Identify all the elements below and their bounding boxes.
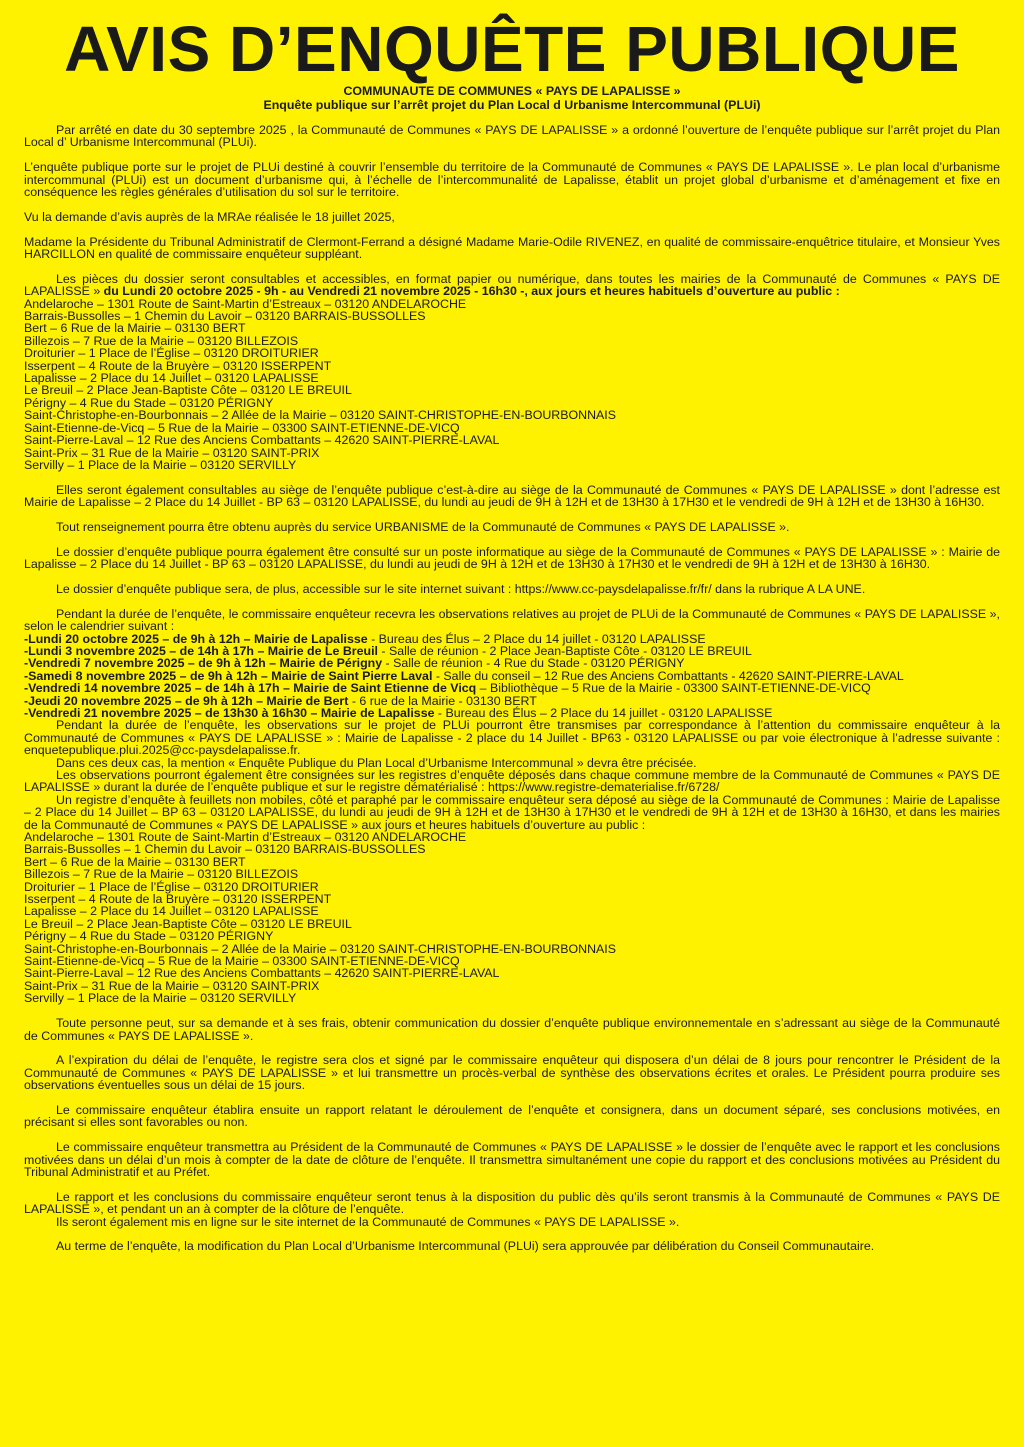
subtitle-line-2: Enquête publique sur l’arrêt projet du Plan Local d Urbanisme Intercommunal (PLUi) [263, 98, 761, 112]
list-item: Le Breuil – 2 Place Jean-Baptiste Côte – 03120 LE BREUIL [24, 383, 352, 398]
paragraph-poste-informatique: Le dossier d’enquête publique pourra également être consulté sur un poste informatique au siège de la Communauté de Communes « PAYS DE LAPALISSE » : Mairie de Lapalisse – 2 Place du 14 Juillet - BP 63 – 03120 LAPALISSE, du lundi au jeudi de 9H à 12H et de 13H30 à 17H30 et le vendredi de 9H à 12H et de 13H30 à 16H30. [24, 544, 1000, 572]
permanence-date: -Jeudi 20 novembre 2025 – de 9h à 12h – Mairie de Bert [24, 693, 349, 708]
list-item: Isserpent – 4 Route de la Bruyère – 03120 ISSERPENT [24, 892, 332, 907]
list-item: Saint-Etienne-de-Vicq – 5 Rue de la Mairie – 03300 SAINT-ETIENNE-DE-VICQ [24, 420, 460, 435]
permanence-date: -Vendredi 21 novembre 2025 – de 13h30 à 16h30 – Mairie de Lapalisse [24, 705, 435, 720]
paragraph-rapport: Le commissaire enquêteur établira ensuite un rapport relatant le déroulement de l’enquête et consignera, dans un document séparé, ses conclusions motivées, en précisant si elles sont favorables ou non. [24, 1102, 1000, 1130]
permanence-place: - Bureau des Élus – 2 Place du 14 juillet - 03120 LAPALISSE [367, 631, 706, 646]
permanence-place: – Bibliothèque – 5 Rue de la Mairie - 03300 SAINT-ETIENNE-DE-VICQ [476, 681, 871, 696]
paragraph-correspondance: Pendant la durée de l’enquête, les observations sur le projet de PLUi pourront être transmises par correspondance à l’attention du commissaire enquêteur à la Communauté de Communes « PAYS DE LAPALISSE » : Mairie de Lapalisse - 2 place du 14 Juillet - BP63 - 03120 LAPALISSE ou par voie électronique à l’adresse suivante : enquetepublique.plui.2025@cc-paysdelapalisse.fr. [24, 718, 1000, 758]
paragraph-communication: Toute personne peut, sur sa demande et à ses frais, obtenir communication du dossier d’enquête publique environnementale en s’adressant au siège de la Communauté de Communes « PAYS DE LAPALISSE ». [24, 1016, 1000, 1043]
consultation-text: Les pièces du dossier seront consultables et accessibles, en format papier ou numérique, dans toutes les mairies de la Communauté de Communes « PAYS DE LAPALISSE » [24, 271, 1000, 299]
list-item: Droiturier – 1 Place de l’Église – 03120 DROITURIER [24, 879, 319, 894]
list-item: Lapalisse – 2 Place du 14 Juillet – 03120 LAPALISSE [24, 371, 319, 386]
list-item: Périgny – 4 Rue du Stade – 03120 PÉRIGNY [24, 929, 274, 944]
list-item: Servilly – 1 Place de la Mairie – 03120 SERVILLY [24, 457, 297, 472]
permanence-date: -Vendredi 7 novembre 2025 – de 9h à 12h – Mairie de Périgny [24, 656, 383, 671]
paragraph-objet: L’enquête publique porte sur le projet de PLUi destiné à couvrir l’ensemble du territoire de la Communauté de Communes « PAYS DE LAPALISSE ». Le plan local d’urbanisme intercommunal (PLUi) est un document d’urbanisme qui, à l’échelle de l’intercommunalité de Lapalisse, établit un projet global d’urbanisme et d’aménagement et fixe en conséquence les règles générales d’utilisation du sol sur le territoire. [24, 160, 1000, 200]
list-item: Saint-Prix – 31 Rue de la Mairie – 03120 SAINT-PRIX [24, 445, 320, 460]
paragraph-calendrier: Pendant la durée de l’enquête, le commissaire enquêteur recevra les observations relatives au projet de PLUi de la Communauté de Communes « PAYS DE LAPALISSE », selon le calendrier suivant : [24, 606, 1000, 634]
paragraph-renseignement: Tout renseignement pourra être obtenu auprès du service URBANISME de la Communauté de Communes « PAYS DE LAPALISSE ». [56, 519, 790, 534]
list-item: Billezois – 7 Rue de la Mairie – 03120 BILLEZOIS [24, 867, 299, 882]
notice-title: AVIS D’ENQUÊTE PUBLIQUE [64, 13, 960, 85]
consultation-dates: du Lundi 20 octobre 2025 - 9h - au Vendredi 21 novembre 2025 - 16h30 -, aux jours et heures habituels d’ouverture au public : [100, 284, 840, 299]
list-item: Saint-Christophe-en-Bourbonnais – 2 Allée de la Mairie – 03120 SAINT-CHRISTOPHE-EN-BOURBONNAIS [24, 408, 617, 423]
list-item: Saint-Etienne-de-Vicq – 5 Rue de la Mairie – 03300 SAINT-ETIENNE-DE-VICQ [24, 954, 460, 969]
permanence-place: - Salle du conseil – 12 Rue des Anciens Combattants - 42620 SAINT-PIERRE-LAVAL [432, 668, 904, 683]
list-item: Périgny – 4 Rue du Stade – 03120 PÉRIGNY [24, 395, 274, 410]
permanence-date: -Lundi 20 octobre 2025 – de 9h à 12h – Mairie de Lapalisse [24, 631, 368, 646]
list-item: Andelaroche – 1301 Route de Saint-Martin d’Estreaux – 03120 ANDELAROCHE [24, 830, 467, 845]
paragraph-approbation: Au terme de l’enquête, la modification du Plan Local d’Urbanisme Intercommunal (PLUi) sera approuvée par délibération du Conseil Communautaire. [56, 1239, 875, 1254]
subtitle-line-1: COMMUNAUTE DE COMMUNES « PAYS DE LAPALISSE » [343, 84, 681, 98]
list-item: Andelaroche – 1301 Route de Saint-Martin d’Estreaux – 03120 ANDELAROCHE [24, 296, 467, 311]
paragraph-siege: Elles seront également consultables au siège de l’enquête publique c’est-à-dire au siège de la Communauté de Communes « PAYS DE LAPALISSE » dont l’adresse est Mairie de Lapalisse – 2 Place du 14 Juillet - BP 63 – 03120 LAPALISSE, du lundi au jeudi de 9H à 12H et de 13H30 à 17H30 et le vendredi de 9H à 12H et de 13H30 à 16H30. [24, 482, 1000, 510]
paragraph-en-ligne: Ils seront également mis en ligne sur le site internet de la Communauté de Communes « PAYS DE LAPALISSE ». [56, 1214, 680, 1229]
list-item: Saint-Pierre-Laval – 12 Rue des Anciens Combattants – 42620 SAINT-PIERRE-LAVAL [24, 966, 500, 981]
paragraph-commissaire: Madame la Présidente du Tribunal Administratif de Clermont-Ferrand a désigné Madame Marie-Odile RIVENEZ, en qualité de commissaire-enquêtrice titulaire, et Monsieur Yves HARCILLON en qualité de commissaire enquêteur suppléant. [24, 234, 1000, 262]
list-item: Barrais-Bussolles – 1 Chemin du Lavoir – 03120 BARRAIS-BUSSOLLES [24, 309, 426, 324]
mairies-list-registres [24, 831, 1000, 1005]
mairies-list [24, 298, 1000, 472]
list-item: Droiturier – 1 Place de l’Église – 03120 DROITURIER [24, 346, 319, 361]
paragraph-mrae: Vu la demande d’avis auprès de la MRAe réalisée le 18 juillet 2025, [24, 209, 395, 224]
list-item: Servilly – 1 Place de la Mairie – 03120 SERVILLY [24, 991, 297, 1006]
notice-body [24, 124, 1000, 1253]
list-item: Le Breuil – 2 Place Jean-Baptiste Côte – 03120 LE BREUIL [24, 916, 352, 931]
list-item: Lapalisse – 2 Place du 14 Juillet – 03120 LAPALISSE [24, 904, 319, 919]
list-item: Saint-Prix – 31 Rue de la Mairie – 03120 SAINT-PRIX [24, 978, 320, 993]
list-item: Saint-Pierre-Laval – 12 Rue des Anciens Combattants – 42620 SAINT-PIERRE-LAVAL [24, 433, 500, 448]
permanence-place: - Salle de réunion - 2 Place Jean-Baptiste Côte - 03120 LE BREUIL [377, 643, 752, 658]
paragraph-site-internet: Le dossier d’enquête publique sera, de plus, accessible sur le site internet suivant : https://www.cc-paysdelapalisse.fr/fr/ dans la rubrique A LA UNE. [56, 581, 866, 596]
paragraph-disposition: Le rapport et les conclusions du commissaire enquêteur seront tenus à la disposition du public dès qu’ils seront transmis à la Communauté de Communes « PAYS DE LAPALISSE », et pendant un an à compter de la clôture de l’enquête. [24, 1189, 1000, 1217]
list-item: Barrais-Bussolles – 1 Chemin du Lavoir – 03120 BARRAIS-BUSSOLLES [24, 842, 426, 857]
permanence-date: -Vendredi 14 novembre 2025 – de 14h à 17h – Mairie de Saint Etienne de Vicq [24, 681, 477, 696]
permanence-place: - Bureau des Élus – 2 Place du 14 juillet - 03120 LAPALISSE [434, 705, 773, 720]
paragraph-expiration: A l’expiration du délai de l’enquête, le registre sera clos et signé par le commissaire enquêteur qui disposera d’un délai de 8 jours pour rencontrer le Président de la Communauté de Communes « PAYS DE LAPALISSE » et lui transmettre un procès-verbal de synthèse des observations écrites et orales. Le Président pourra produire ses observations éventuelles sous un délai de 15 jours. [24, 1053, 1000, 1093]
paragraph-arrete: Par arrêté en date du 30 septembre 2025 , la Communauté de Communes « PAYS DE LAPALISSE » a ordonné l’ouverture de l’enquête publique sur l’arrêt projet du Plan Local d’ Urbanisme Intercommunal (PLUi). [24, 123, 1000, 150]
permanence-date: -Samedi 8 novembre 2025 – de 9h à 12h – Mairie de Saint Pierre Laval [24, 668, 433, 683]
paragraph-consultation [24, 273, 1000, 298]
paragraph-mention: Dans ces deux cas, la mention « Enquête Publique du Plan Local d’Urbanisme Intercommunal » devra être précisée. [56, 755, 697, 770]
permanence-date: -Lundi 3 novembre 2025 – de 14h à 17h – Mairie de Le Breuil [24, 643, 378, 658]
paragraph-transmission: Le commissaire enquêteur transmettra au Président de la Communauté de Communes « PAYS DE LAPALISSE » le dossier de l’enquête avec le rapport et les conclusions motivées dans un délai d’un mois à compter de la date de clôture de l’enquête. Il transmettra simultanément une copie du rapport et des conclusions motivées au Président du Tribunal Administratif et au Préfet. [24, 1140, 1000, 1179]
list-item: Billezois – 7 Rue de la Mairie – 03120 BILLEZOIS [24, 333, 299, 348]
permanences-list [24, 633, 1000, 720]
list-item: Isserpent – 4 Route de la Bruyère – 03120 ISSERPENT [24, 358, 332, 373]
list-item: Bert – 6 Rue de la Mairie – 03130 BERT [24, 854, 246, 869]
paragraph-registre-siege: Un registre d’enquête à feuillets non mobiles, côté et paraphé par le commissaire enquêteur sera déposé au siège de la Communauté de Communes : Mairie de Lapalisse – 2 Place du 14 Juillet – BP 63 – 03120 LAPALISSE, du lundi au jeudi de 9H à 12H et de 13H30 à 17H30 et le vendredi de 9H à 12H et de 13H30 à 16H30, et dans les mairies de la Communauté de Communes « PAYS DE LAPALISSE » aux jours et heures habituels d’ouverture au public : [24, 792, 1000, 832]
list-item: Bert – 6 Rue de la Mairie – 03130 BERT [24, 321, 246, 336]
paragraph-registres: Les observations pourront également être consignées sur les registres d’enquête déposés dans chaque commune membre de la Communauté de Communes « PAYS DE LAPALISSE » durant la durée de l’enquête publique et sur le registre dématérialisé : https://www.registre-dematerialise.fr/6728/ [24, 767, 1000, 795]
list-item: Saint-Christophe-en-Bourbonnais – 2 Allée de la Mairie – 03120 SAINT-CHRISTOPHE-EN-BOURBONNAIS [24, 941, 617, 956]
permanence-place: - Salle de réunion - 4 Rue du Stade - 03120 PÉRIGNY [382, 656, 685, 671]
permanence-place: - 6 rue de la Mairie - 03130 BERT [348, 693, 537, 708]
